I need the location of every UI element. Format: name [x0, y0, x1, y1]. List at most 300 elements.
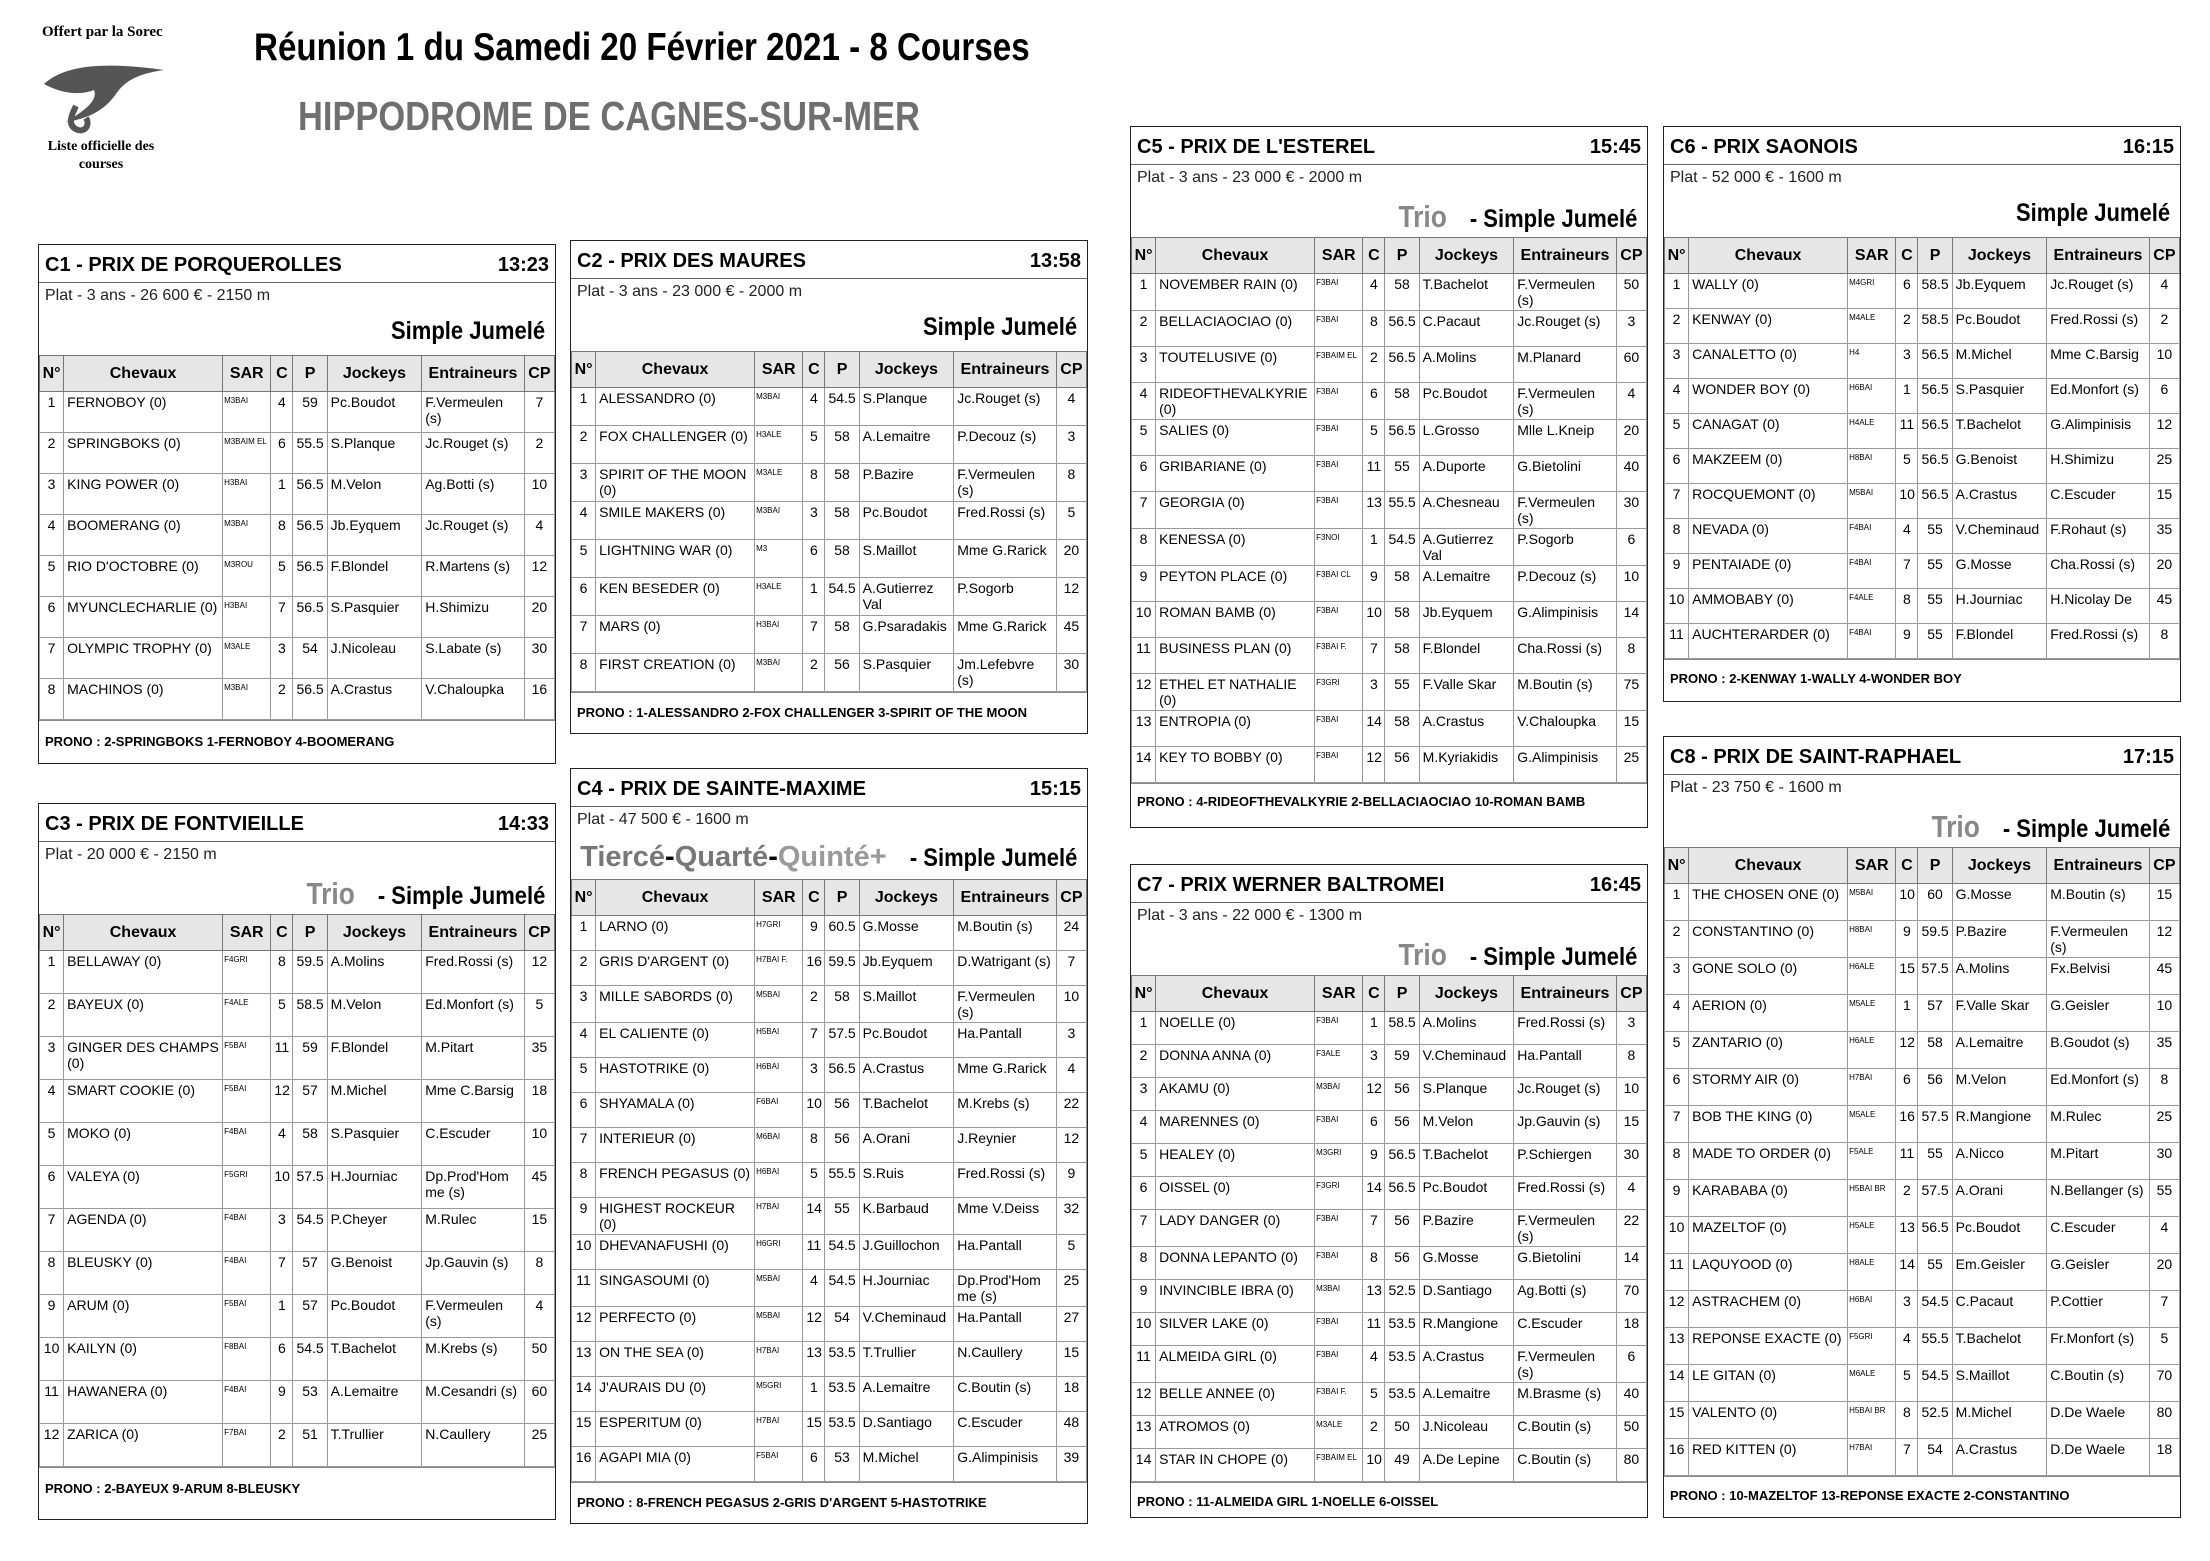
col-c: C [271, 915, 293, 951]
race-header [1131, 865, 1647, 903]
trainer-name: J.Reynier [954, 1128, 1057, 1163]
odds-cp: 25 [524, 1424, 554, 1467]
jockey-name: Pc.Boudot [859, 1023, 954, 1058]
horse-name: MOKO (0) [64, 1123, 223, 1166]
stall-draw: 4 [1363, 274, 1385, 311]
runner-row [1665, 484, 2180, 519]
jockey-name: C.Pacaut [1419, 311, 1514, 347]
trainer-name: C.Boutin (s) [2047, 1365, 2150, 1402]
jockey-name: A.Lemaitre [859, 1377, 954, 1412]
runner-row [1665, 519, 2180, 554]
runner-number: 6 [1132, 456, 1156, 492]
weight: 55 [1918, 1143, 1952, 1180]
odds-cp: 25 [2149, 1106, 2179, 1143]
trainer-name: G.Bietolini [1514, 456, 1617, 492]
stall-draw: 15 [803, 1412, 825, 1447]
jockey-name: A.Crastus [327, 679, 422, 720]
runner-row [1132, 566, 1647, 602]
horse-sar: M5GRI [755, 1377, 803, 1412]
horse-sar: M3BAI [223, 679, 271, 720]
trainer-name: N.Caullery [954, 1342, 1057, 1377]
race-prono: PRONO : 10-MAZELTOF 13-REPONSE EXACTE 2-CONSTANTINO [1664, 1476, 2180, 1514]
jockey-name: P.Bazire [1419, 1210, 1514, 1247]
horse-name: HASTOTRIKE (0) [596, 1058, 755, 1093]
odds-cp: 4 [1056, 388, 1086, 426]
stall-draw: 11 [271, 1037, 293, 1080]
odds-cp: 40 [1616, 456, 1646, 492]
stall-draw: 4 [271, 392, 293, 433]
horse-name: KING POWER (0) [64, 474, 223, 515]
horse-sar: F5GRI [1848, 1328, 1896, 1365]
horse-name: FOX CHALLENGER (0) [596, 426, 755, 464]
jockey-name: M.Michel [1952, 1402, 2047, 1439]
runner-number: 12 [1665, 1291, 1689, 1328]
stall-draw: 7 [1363, 1210, 1385, 1247]
race-time: 13:23 [497, 254, 549, 276]
horse-name: RIO D'OCTOBRE (0) [64, 556, 223, 597]
runner-number: 1 [40, 951, 64, 994]
horse-name: BELLAWAY (0) [64, 951, 223, 994]
horse-name: OLYMPIC TROPHY (0) [64, 638, 223, 679]
runner-number: 15 [1665, 1402, 1689, 1439]
odds-cp: 8 [2149, 624, 2179, 659]
col-n: N° [40, 356, 64, 392]
jockey-name: T.Trullier [327, 1424, 422, 1467]
weight: 54 [825, 1307, 859, 1342]
col-p: P [825, 880, 859, 916]
bet-simple-jumele: Simple Jumelé [2015, 199, 2170, 227]
runner-number: 2 [1665, 309, 1689, 344]
jockey-name: M.Kyriakidis [1419, 747, 1514, 783]
jockey-name: A.Crastus [1952, 1439, 2047, 1476]
odds-cp: 3 [1056, 1023, 1086, 1058]
horse-name: VALENTO (0) [1689, 1402, 1848, 1439]
runner-number: 3 [1132, 1078, 1156, 1111]
odds-cp: 35 [2149, 1032, 2179, 1069]
col-p: P [1918, 238, 1952, 274]
horse-name: KENESSA (0) [1156, 529, 1315, 566]
odds-cp: 12 [2149, 921, 2179, 958]
runner-number: 11 [1665, 624, 1689, 659]
runners-table [571, 879, 1087, 1482]
horse-name: ETHEL ET NATHALIE (0) [1156, 674, 1315, 711]
horse-sar: F3NOI [1315, 529, 1363, 566]
horse-name: KAILYN (0) [64, 1338, 223, 1381]
bet-types [1131, 199, 1647, 237]
jockey-name: S.Maillot [859, 540, 954, 578]
trainer-name: M.Krebs (s) [954, 1093, 1057, 1128]
trainer-name: V.Chaloupka [1514, 711, 1617, 747]
horse-sar: H5BAI [755, 1023, 803, 1058]
stall-draw: 11 [1363, 1313, 1385, 1346]
col-c: C [1363, 238, 1385, 274]
weight: 56.5 [293, 556, 327, 597]
horse-sar: F3BAI [1315, 420, 1363, 456]
odds-cp: 8 [524, 1252, 554, 1295]
col-horse: Chevaux [1689, 238, 1848, 274]
horse-name: ENTROPIA (0) [1156, 711, 1315, 747]
col-c: C [803, 880, 825, 916]
horse-sar: H7BAI [1848, 1439, 1896, 1476]
horse-sar: M5BAI [755, 986, 803, 1023]
runner-number: 16 [1665, 1439, 1689, 1476]
col-horse: Chevaux [1156, 238, 1315, 274]
page-title: Réunion 1 du Samedi 20 Février 2021 - 8 Courses [254, 26, 1030, 69]
horse-name: HIGHEST ROCKEUR (0) [596, 1198, 755, 1235]
odds-cp: 20 [524, 597, 554, 638]
runner-number: 10 [1132, 1313, 1156, 1346]
trainer-name: Mme C.Barsig [422, 1080, 525, 1123]
odds-cp: 15 [524, 1209, 554, 1252]
runner-number: 5 [572, 540, 596, 578]
trainer-name: Mme V.Deiss [954, 1198, 1057, 1235]
horse-name: SPIRIT OF THE MOON (0) [596, 464, 755, 502]
col-p: P [293, 915, 327, 951]
trainer-name: F.Vermeulen (s) [422, 1295, 525, 1338]
col-trainer: Entraineurs [954, 352, 1057, 388]
weight: 49 [1385, 1449, 1419, 1482]
runner-row [40, 515, 555, 556]
horse-sar: H3BAI [755, 616, 803, 654]
horse-name: HAWANERA (0) [64, 1381, 223, 1424]
runner-row [1665, 379, 2180, 414]
stall-draw: 12 [1363, 1078, 1385, 1111]
runner-row [40, 1123, 555, 1166]
weight: 59 [293, 392, 327, 433]
weight: 58 [1385, 566, 1419, 602]
runner-number: 1 [572, 916, 596, 951]
weight: 57 [1918, 995, 1952, 1032]
horse-sar: F4BAI [223, 1252, 271, 1295]
stall-draw: 1 [803, 1377, 825, 1412]
odds-cp: 14 [1616, 1247, 1646, 1280]
runner-row [1132, 1012, 1647, 1045]
stall-draw: 4 [1363, 1346, 1385, 1383]
odds-cp: 25 [1616, 747, 1646, 783]
race-prono: PRONO : 2-SPRINGBOKS 1-FERNOBOY 4-BOOMERANG [39, 720, 555, 762]
runner-number: 8 [572, 654, 596, 692]
trainer-name: Ha.Pantall [954, 1023, 1057, 1058]
horse-name: AERION (0) [1689, 995, 1848, 1032]
weight: 54 [1918, 1439, 1952, 1476]
weight: 55 [1385, 674, 1419, 711]
stall-draw: 2 [271, 1424, 293, 1467]
col-cp: CP [524, 915, 554, 951]
jockey-name: A.Lemaitre [1952, 1032, 2047, 1069]
odds-cp: 30 [524, 638, 554, 679]
stall-draw: 1 [1896, 995, 1918, 1032]
stall-draw: 11 [1896, 1143, 1918, 1180]
horse-name: HEALEY (0) [1156, 1144, 1315, 1177]
race-conditions: Plat - 23 750 € - 1600 m [1670, 779, 1842, 796]
horse-name: GRIS D'ARGENT (0) [596, 951, 755, 986]
horse-sar: F8BAI [223, 1338, 271, 1381]
trainer-name: P.Schiergen [1514, 1144, 1617, 1177]
bet-trio: Trio [306, 876, 355, 911]
horse-name: ALESSANDRO (0) [596, 388, 755, 426]
horse-name: LADY DANGER (0) [1156, 1210, 1315, 1247]
runner-row [1132, 602, 1647, 638]
stall-draw: 2 [1363, 1416, 1385, 1449]
horse-sar: H6ALE [1848, 1032, 1896, 1069]
trainer-name: Fr.Monfort (s) [2047, 1328, 2150, 1365]
odds-cp: 6 [1616, 1346, 1646, 1383]
runner-row [1665, 1180, 2180, 1217]
horse-name: AGAPI MIA (0) [596, 1447, 755, 1482]
horse-name: DONNA ANNA (0) [1156, 1045, 1315, 1078]
trainer-name: Mme C.Barsig [2047, 344, 2150, 379]
horse-sar: F3BAI [1315, 383, 1363, 420]
weight: 58.5 [1918, 274, 1952, 309]
stall-draw: 9 [1896, 921, 1918, 958]
runner-number: 3 [1665, 344, 1689, 379]
stall-draw: 6 [1363, 383, 1385, 420]
horse-name: FERNOBOY (0) [64, 392, 223, 433]
weight: 55.5 [825, 1163, 859, 1198]
runner-number: 11 [1665, 1254, 1689, 1291]
bet-trio: Trio [1931, 809, 1980, 844]
trainer-name: Fred.Rossi (s) [954, 1163, 1057, 1198]
weight: 58 [825, 616, 859, 654]
weight: 58 [1918, 1032, 1952, 1069]
weight: 59.5 [293, 951, 327, 994]
stall-draw: 7 [271, 1252, 293, 1295]
trainer-name: F.Vermeulen (s) [2047, 921, 2150, 958]
horse-sar: F4BAI [1848, 624, 1896, 659]
weight: 55.5 [1918, 1328, 1952, 1365]
odds-cp: 15 [1616, 711, 1646, 747]
runner-row [40, 433, 555, 474]
horse-sar: H7BAI [755, 1412, 803, 1447]
trainer-name: G.Alimpinisis [954, 1447, 1057, 1482]
weight: 54.5 [1918, 1291, 1952, 1328]
col-sar: SAR [755, 880, 803, 916]
jockey-name: S.Planque [327, 433, 422, 474]
horse-sar: F3BAI [1315, 492, 1363, 529]
runner-number: 1 [1132, 1012, 1156, 1045]
runner-number: 2 [1132, 1045, 1156, 1078]
runner-number: 14 [572, 1377, 596, 1412]
runner-row [1132, 1144, 1647, 1177]
weight: 56.5 [1385, 347, 1419, 383]
odds-cp: 8 [1616, 638, 1646, 674]
race-title: C6 - PRIX SAONOIS [1670, 136, 1858, 158]
stall-draw: 7 [1896, 1439, 1918, 1476]
stall-draw: 12 [803, 1307, 825, 1342]
trainer-name: Fred.Rossi (s) [2047, 309, 2150, 344]
weight: 56.5 [825, 1058, 859, 1093]
runner-row [1132, 638, 1647, 674]
weight: 58 [825, 464, 859, 502]
weight: 57.5 [1918, 1106, 1952, 1143]
odds-cp: 60 [1616, 347, 1646, 383]
horse-sar: F4GRI [223, 951, 271, 994]
weight: 56.5 [293, 515, 327, 556]
col-trainer: Entraineurs [1514, 238, 1617, 274]
odds-cp: 3 [1616, 311, 1646, 347]
odds-cp: 12 [524, 556, 554, 597]
runners-table [39, 914, 555, 1467]
col-horse: Chevaux [596, 880, 755, 916]
col-c: C [1363, 976, 1385, 1012]
runners-table [1131, 975, 1647, 1482]
race-prono: PRONO : 4-RIDEOFTHEVALKYRIE 2-BELLACIAOCIAO 10-ROMAN BAMB [1131, 783, 1647, 819]
jockey-name: S.Planque [1419, 1078, 1514, 1111]
horse-sar: F3BAI [1315, 602, 1363, 638]
horse-name: LE GITAN (0) [1689, 1365, 1848, 1402]
weight: 54.5 [293, 1338, 327, 1381]
jockey-name: A.Crastus [859, 1058, 954, 1093]
odds-cp: 5 [524, 994, 554, 1037]
horse-name: MAKZEEM (0) [1689, 449, 1848, 484]
trainer-name: Jp.Gauvin (s) [422, 1252, 525, 1295]
horse-name: STAR IN CHOPE (0) [1156, 1449, 1315, 1482]
col-horse: Chevaux [596, 352, 755, 388]
col-c: C [803, 352, 825, 388]
runner-row [572, 1093, 1087, 1128]
stall-draw: 2 [1896, 309, 1918, 344]
jockey-name: P.Bazire [859, 464, 954, 502]
runner-number: 12 [572, 1307, 596, 1342]
bet-simple-jumele: - Simple Jumelé [1469, 205, 1637, 233]
jockey-name: A.Lemaitre [1419, 1383, 1514, 1416]
odds-cp: 15 [1056, 1342, 1086, 1377]
stall-draw: 8 [803, 464, 825, 502]
runner-number: 7 [1665, 1106, 1689, 1143]
runner-number: 3 [1665, 958, 1689, 995]
runner-row [1132, 1177, 1647, 1210]
odds-cp: 7 [524, 392, 554, 433]
col-trainer: Entraineurs [422, 356, 525, 392]
jockey-name: A.Molins [327, 951, 422, 994]
horse-sar: F4ALE [1848, 589, 1896, 624]
trainer-name: D.De Waele [2047, 1402, 2150, 1439]
weight: 52.5 [1385, 1280, 1419, 1313]
runner-row [572, 1412, 1087, 1447]
stall-draw: 5 [271, 556, 293, 597]
jockey-name: Pc.Boudot [327, 1295, 422, 1338]
runner-row [40, 1252, 555, 1295]
logo-bottom-text: Liste officielle des courses [47, 139, 155, 172]
trainer-name: C.Escuder [422, 1123, 525, 1166]
weight: 56 [825, 1093, 859, 1128]
weight: 56 [825, 1128, 859, 1163]
horse-sar: M3ALE [1315, 1416, 1363, 1449]
race-time: 15:15 [1029, 778, 1081, 800]
runner-number: 7 [1665, 484, 1689, 519]
horse-sar: F3BAI [1315, 1247, 1363, 1280]
trainer-name: S.Labate (s) [422, 638, 525, 679]
weight: 56.5 [1385, 311, 1419, 347]
horse-name: MAZELTOF (0) [1689, 1217, 1848, 1254]
col-trainer: Entraineurs [2047, 848, 2150, 884]
trainer-name: Ha.Pantall [1514, 1045, 1617, 1078]
runner-number: 8 [40, 1252, 64, 1295]
jockey-name: F.Valle Skar [1952, 995, 2047, 1032]
weight: 60.5 [825, 916, 859, 951]
horse-name: LARNO (0) [596, 916, 755, 951]
runner-number: 7 [40, 638, 64, 679]
odds-cp: 70 [2149, 1365, 2179, 1402]
bet-simple-jumele: - Simple Jumelé [377, 882, 545, 910]
race-title: C8 - PRIX DE SAINT-RAPHAEL [1670, 746, 1962, 768]
trainer-name: H.Nicolay De [2047, 589, 2150, 624]
runner-row [1132, 1111, 1647, 1144]
runner-row [572, 578, 1087, 616]
jockey-name: Pc.Boudot [1419, 383, 1514, 420]
runner-number: 6 [1665, 1069, 1689, 1106]
horse-sar: F3BAI [1315, 711, 1363, 747]
weight: 58.5 [293, 994, 327, 1037]
runner-row [572, 1023, 1087, 1058]
runner-number: 5 [40, 1123, 64, 1166]
trainer-name: F.Vermeulen (s) [422, 392, 525, 433]
jockey-name: Pc.Boudot [1952, 1217, 2047, 1254]
race-time: 16:15 [2122, 136, 2174, 158]
jockey-name: A.Gutierrez Val [859, 578, 954, 616]
runner-row [1132, 311, 1647, 347]
horse-sar: F3BAIM EL [1315, 1449, 1363, 1482]
trainer-name: C.Escuder [2047, 1217, 2150, 1254]
stall-draw: 5 [1363, 420, 1385, 456]
odds-cp: 50 [1616, 274, 1646, 311]
stall-draw: 1 [1896, 379, 1918, 414]
weight: 59.5 [1918, 921, 1952, 958]
horse-name: KARABABA (0) [1689, 1180, 1848, 1217]
horse-name: BELLACIAOCIAO (0) [1156, 311, 1315, 347]
weight: 50 [1385, 1416, 1419, 1449]
bet-simple-jumele: - Simple Jumelé [1469, 943, 1637, 971]
runner-row [572, 540, 1087, 578]
trainer-name: Ed.Monfort (s) [2047, 379, 2150, 414]
bet-quarte: Quarté [674, 841, 769, 873]
horse-name: GRIBARIANE (0) [1156, 456, 1315, 492]
stall-draw: 11 [1896, 414, 1918, 449]
stall-draw: 9 [803, 916, 825, 951]
col-horse: Chevaux [64, 915, 223, 951]
horse-sar: H3ALE [755, 426, 803, 464]
weight: 56 [825, 654, 859, 692]
odds-cp: 12 [1056, 1128, 1086, 1163]
race-card-c3 [38, 803, 556, 1520]
horse-name: SMILE MAKERS (0) [596, 502, 755, 540]
horse-sar: F3BAI [1315, 456, 1363, 492]
runner-number: 7 [1132, 1210, 1156, 1247]
jockey-name: Pc.Boudot [327, 392, 422, 433]
trainer-name: F.Vermeulen (s) [954, 986, 1057, 1023]
bet-simple-jumele: Simple Jumelé [390, 317, 545, 345]
trainer-name: Ed.Monfort (s) [2047, 1069, 2150, 1106]
runner-row [40, 1295, 555, 1338]
horse-sar: F4BAI [223, 1209, 271, 1252]
horse-sar: H7BAI [1848, 1069, 1896, 1106]
odds-cp: 50 [524, 1338, 554, 1381]
stall-draw: 10 [1896, 484, 1918, 519]
runner-number: 7 [40, 1209, 64, 1252]
weight: 56.5 [293, 474, 327, 515]
odds-cp: 5 [1056, 502, 1086, 540]
trainer-name: Fred.Rossi (s) [2047, 624, 2150, 659]
horse-sar: F4BAI [223, 1123, 271, 1166]
horse-name: OISSEL (0) [1156, 1177, 1315, 1210]
horse-sar: H3BAI [223, 597, 271, 638]
stall-draw: 12 [1896, 1032, 1918, 1069]
horse-name: KENWAY (0) [1689, 309, 1848, 344]
odds-cp: 18 [1056, 1377, 1086, 1412]
horse-name: BUSINESS PLAN (0) [1156, 638, 1315, 674]
col-c: C [271, 356, 293, 392]
weight: 55.5 [1385, 492, 1419, 529]
